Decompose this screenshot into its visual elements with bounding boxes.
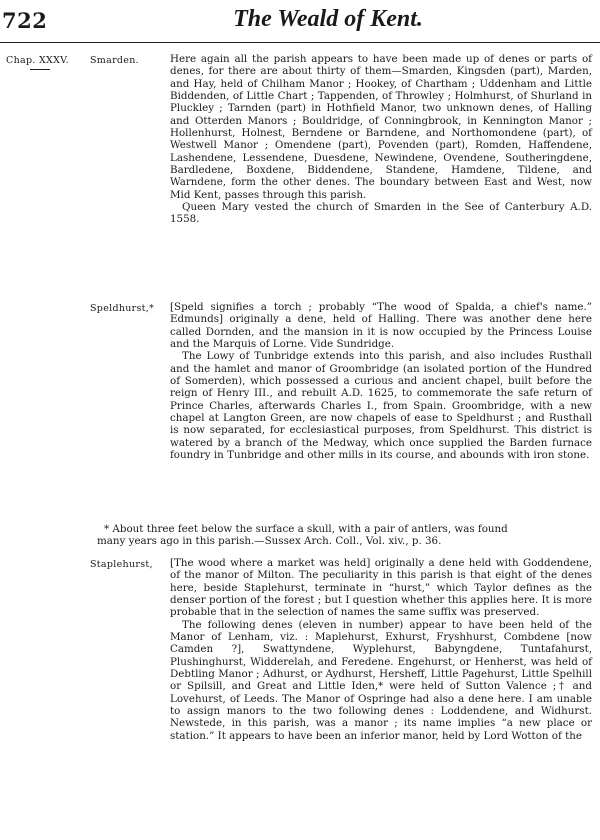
paragraph: The following denes (eleven in number) appear to have been held of the Manor of Lenham, viz. : Maplehurst, Exhurst, Fryshhurst, Combdene [now Camden ?], Swattyndene, Wyplehurst, Babyngdene, Tuntafahurst, Plushinghurst, Widderelah, and Feredene. Engehurst, or Henherst, was held of Debtling Manor ; Adhurst, or Aydhurst, Hersheff, Little Pagehurst, Little Spelhill or Spilsill, and Great and Little Iden,* were held of Sutton Valence ;† and Lovehurst, of Leeds. The Manor of Ospringe had also a dene here. I am unable to assign manors to the two following denes : Loddendene, and Widhurst. Newstede, in this parish, was a manor ; its name implies “a new place or station.” It appears to have been an inferior manor, held by Lord Wotton of the	[170, 618, 592, 742]
entry-label-speldhurst: Speldhurst,*	[90, 303, 155, 314]
entry-text-smarden	[170, 53, 592, 226]
chapter-underline	[30, 69, 50, 70]
paragraph: Here again all the parish appears to have been made up of denes or parts of denes, for there are about thirty of them—Smarden, Kingsden (part), Marden, and Hay, held of Chilham Manor ; Hookey, of Chartham ; Uddenham and Little Biddenden, of Little Chart ; Tappenden, of Throwley ; Holmhurst, of Shurland in Pluckley ; Tarnden (part) in Hothfield Manor, two unknown denes, of Halling and Otterden Manors ; Bouldridge, of Conningbrook, in Kennington Manor ; Hollenhurst, Holnest, Berndene or Barndene, and Northomondene (part), of Westwell Manor ; Omendene (part), Povenden (part), Romden, Haffendene, Lashendene, Lessendene, Duesdene, Newindene, Ovendene, Southeringdene, Bardledene, Boxdene, Biddendene, Standene, Hamdene, Tildene, and Warndene, form the other denes. The boundary between East and West, now Mid Kent, passes through this parish.	[170, 53, 592, 201]
entry-label-staplehurst: Staplehurst,	[90, 559, 153, 570]
paragraph: [Speld signifies a torch ; probably “The wood of Spalda, a chief's name.” Edmunds] originally a dene, held of Halling. There was another dene here called Dornden, and the mansion in it is now occupied by the Princess Louise and the Marquis of Lorne. Vide Sundridge.	[170, 301, 592, 351]
footnote-line: many years ago in this parish.—Sussex Arch. Coll., Vol. xiv., p. 36.	[97, 535, 442, 548]
running-header	[0, 6, 600, 36]
page-number: 722	[2, 8, 48, 33]
paragraph: Queen Mary vested the church of Smarden in the See of Canterbury A.D. 1558.	[170, 201, 592, 226]
entry-label-smarden: Smarden.	[90, 55, 139, 66]
entry-text-speldhurst	[170, 301, 592, 461]
paragraph: The Lowy of Tunbridge extends into this parish, and also includes Rusthall and the hamlet and manor of Groombridge (an isolated portion of the Hundred of Somerden), which possessed a curious and ancient chapel, built before the reign of Henry III., and rebuilt A.D. 1625, to commemorate the safe return of Prince Charles, afterwards Charles I., from Spain. Groombridge, with a new chapel at Langton Green, are now chapels of ease to Speldhurst ; and Rusthall is now separated, for ecclesiastical purposes, from Speldhurst. This district is watered by a branch of the Medway, which once supplied the Barden furnace foundry in Tunbridge and other mills in its course, and abounds with iron stone.	[170, 350, 592, 462]
paragraph: [The wood where a market was held] originally a dene held with Goddendene, of the manor of Milton. The peculiarity in this parish is that eight of the denes here, beside Staplehurst, terminate in “hurst,” which Taylor defines as the denser portion of the forest ; but I question whether this applies here. It is more probable that in the selection of names the same suffix was preserved.	[170, 557, 592, 619]
header-rule	[0, 42, 600, 43]
chapter-label: Chap. XXXV.	[6, 55, 69, 66]
running-title: The Weald of Kent.	[233, 6, 423, 32]
footnote-line: * About three feet below the surface a skull, with a pair of antlers, was found	[104, 523, 508, 535]
entry-text-staplehurst	[170, 557, 592, 742]
footnote	[97, 523, 592, 548]
